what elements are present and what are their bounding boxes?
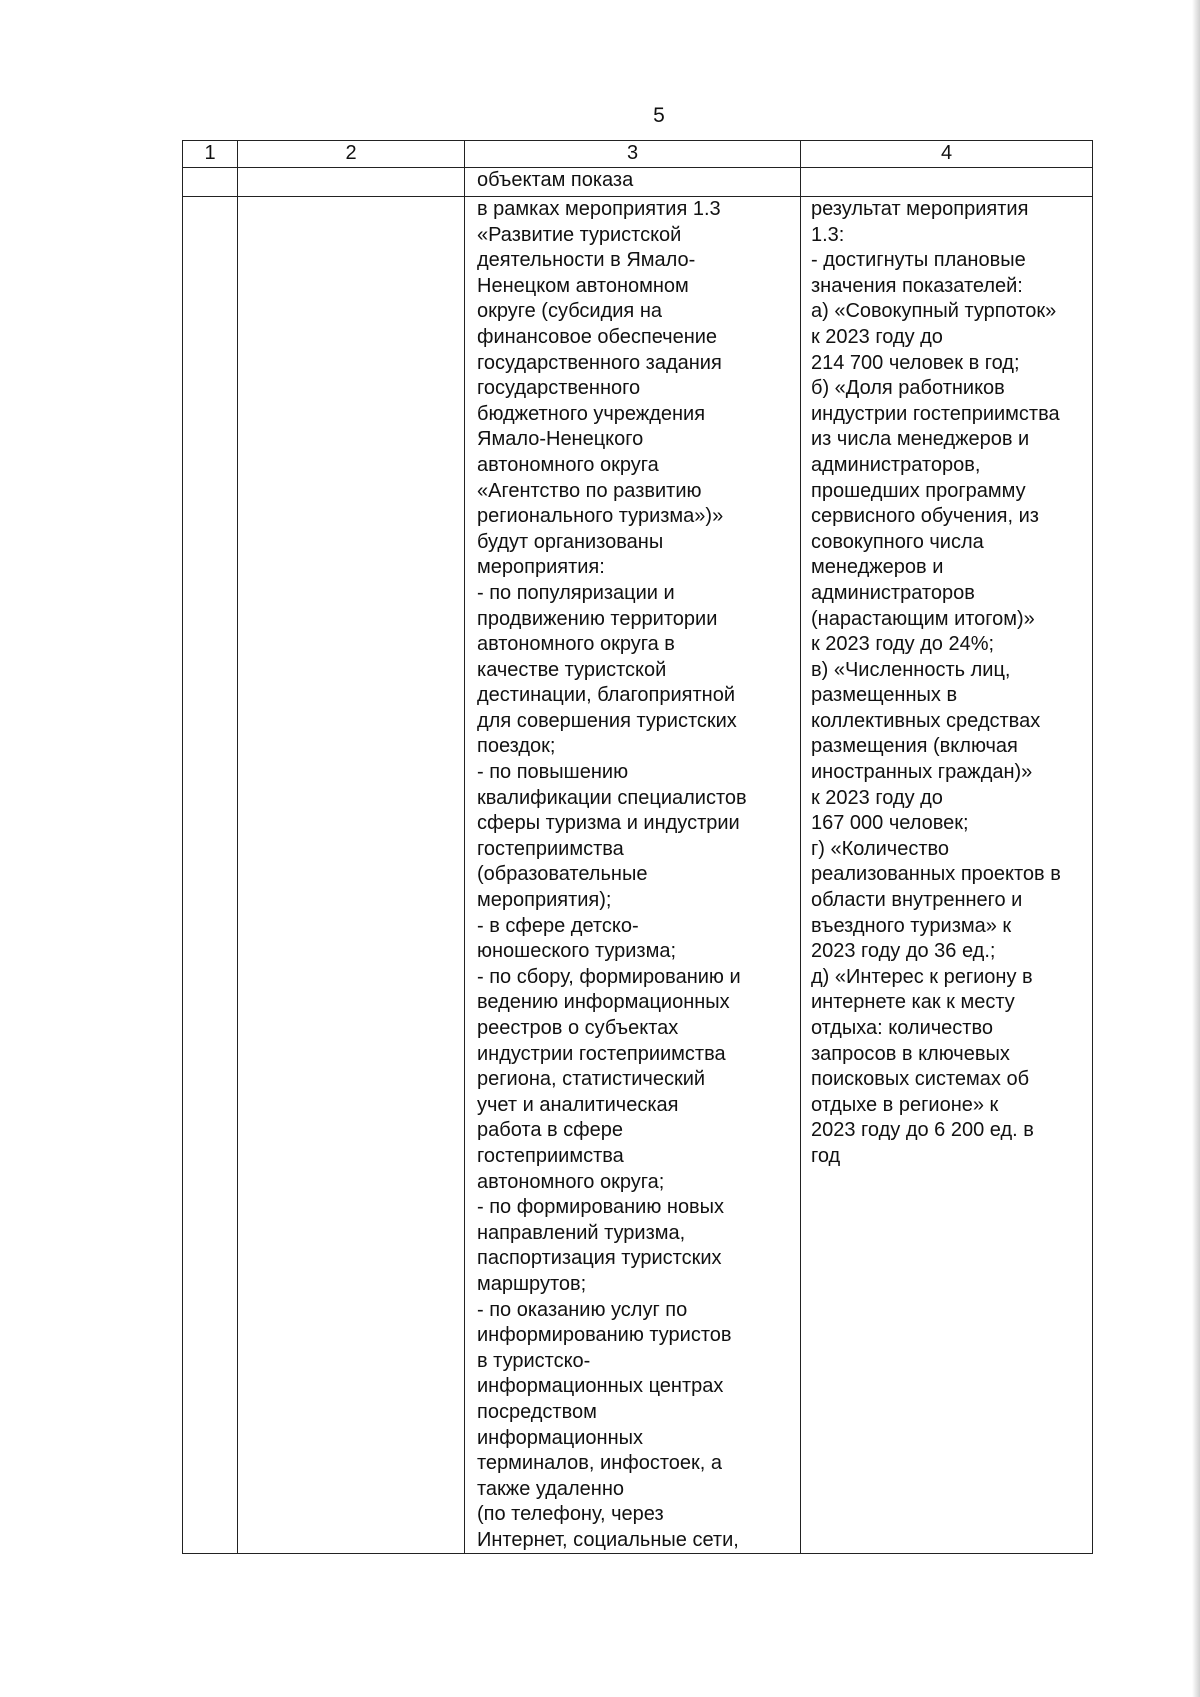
activity-text-line: округе (субсидия на bbox=[477, 300, 662, 323]
activity-text-line: также удаленно bbox=[477, 1477, 625, 1500]
cell-col-3: объектам показа bbox=[465, 168, 801, 197]
activity-text-line: автономного округа в bbox=[477, 633, 675, 656]
activity-text-line: квалификации специалистов bbox=[477, 786, 747, 809]
result-text-line: д) «Интерес к региону в bbox=[811, 965, 1033, 988]
cell-col-1 bbox=[183, 197, 238, 1554]
header-col-4: 4 bbox=[801, 141, 1093, 168]
activity-text-line: Интернет, социальные сети, bbox=[477, 1528, 739, 1551]
result-text-line: 167 000 человек; bbox=[811, 812, 969, 835]
activity-text-line: информированию туристов bbox=[477, 1324, 732, 1347]
result-text-line: 1.3: bbox=[811, 223, 845, 246]
activity-text-line: юношеского туризма; bbox=[477, 940, 677, 963]
activity-text-line: в туристско- bbox=[477, 1349, 591, 1372]
activity-text-line: информационных bbox=[477, 1426, 644, 1449]
activity-text-line: реестров о субъектах bbox=[477, 1017, 679, 1039]
activity-text-line: государственного bbox=[477, 377, 641, 400]
result-text-line: отдыха: количество bbox=[811, 1017, 993, 1039]
result-text-line: запросов в ключевых bbox=[811, 1042, 1010, 1065]
activity-text-line: терминалов, инфостоек, а bbox=[477, 1452, 722, 1475]
result-text-line: к 2023 году до bbox=[811, 786, 943, 809]
result-text-line: поисковых системах об bbox=[811, 1068, 1030, 1091]
cell-col-2 bbox=[238, 168, 465, 197]
activity-text-line: сферы туризма и индустрии bbox=[477, 812, 740, 835]
activity-text-line: - по повышению bbox=[477, 761, 629, 784]
result-text-line: въездного туризма» к bbox=[811, 914, 1012, 937]
cell-col-4 bbox=[801, 168, 1093, 197]
activity-text-line: автономного округа bbox=[477, 453, 659, 476]
activity-text-line: - по популяризации и bbox=[477, 581, 675, 604]
result-text-line: размещенных в bbox=[811, 684, 958, 707]
activity-text-line: ведению информационных bbox=[477, 991, 730, 1014]
result-text-line: администраторов bbox=[811, 581, 975, 604]
result-text-line: (нарастающим итогом)» bbox=[811, 607, 1035, 630]
cell-col-3-activities bbox=[465, 197, 801, 1554]
result-text-line: 214 700 человек в год; bbox=[811, 351, 1020, 374]
activity-text-line: для совершения туристских bbox=[477, 709, 737, 732]
result-text-line: коллективных средствах bbox=[811, 709, 1041, 732]
activity-text-line: паспортизация туристских bbox=[477, 1247, 722, 1270]
result-text-line: г) «Количество bbox=[811, 837, 950, 860]
header-col-2: 2 bbox=[238, 141, 465, 168]
activity-text-line: Ненецком автономном bbox=[477, 274, 689, 297]
cell-col-2 bbox=[238, 197, 465, 1554]
activity-text-line: финансовое обеспечение bbox=[477, 325, 718, 348]
result-text-line: администраторов, bbox=[811, 453, 981, 476]
activity-text-line: (по телефону, через bbox=[477, 1503, 664, 1526]
activity-text-line: мероприятия); bbox=[477, 889, 612, 912]
activity-text-line: деятельности в Ямало- bbox=[477, 249, 696, 272]
result-text-line: менеджеров и bbox=[811, 556, 944, 579]
result-text-line: индустрии гостеприимства bbox=[811, 402, 1060, 425]
activity-text-line: - по формированию новых bbox=[477, 1196, 725, 1219]
cell-col-4-results bbox=[801, 197, 1093, 1554]
result-text-line: реализованных проектов в bbox=[811, 863, 1061, 886]
activity-text-line: учет и аналитическая bbox=[477, 1093, 679, 1116]
result-text-line: интернете как к месту bbox=[811, 991, 1015, 1014]
document-table bbox=[182, 140, 1093, 1554]
activity-text-line: - в сфере детско- bbox=[477, 914, 639, 937]
activity-text-line: - по оказанию услуг по bbox=[477, 1298, 688, 1321]
activity-text-line: направлений туризма, bbox=[477, 1221, 686, 1244]
header-col-1: 1 bbox=[183, 141, 238, 168]
activity-text-line: работа в сфере bbox=[477, 1119, 624, 1142]
activity-text-line: региона, статистический bbox=[477, 1068, 706, 1091]
activity-text-line: (образовательные bbox=[477, 863, 648, 886]
activity-text-line: будут организованы bbox=[477, 530, 664, 553]
table-row-main bbox=[183, 197, 1093, 1554]
activity-text-line: информационных центрах bbox=[477, 1375, 724, 1398]
result-text-line: области внутреннего и bbox=[811, 889, 1023, 912]
activity-text-line: в рамках мероприятия 1.3 bbox=[477, 198, 721, 220]
result-text-line: год bbox=[811, 1144, 841, 1167]
result-text-line: к 2023 году до bbox=[811, 325, 943, 348]
activity-text-line: бюджетного учреждения bbox=[477, 402, 706, 425]
result-text-line: б) «Доля работников bbox=[811, 377, 1005, 400]
result-text-line: 2023 году до 6 200 ед. в bbox=[811, 1119, 1034, 1142]
activity-text-line: маршрутов; bbox=[477, 1272, 587, 1295]
activity-text-line: индустрии гостеприимства bbox=[477, 1042, 726, 1065]
page-number: 5 bbox=[653, 104, 665, 127]
activity-text-line: Ямало-Ненецкого bbox=[477, 428, 644, 451]
activity-text-line: качестве туристской bbox=[477, 658, 667, 681]
result-text-line: результат мероприятия bbox=[811, 198, 1029, 220]
activity-text-line: «Агентство по развитию bbox=[477, 479, 702, 502]
result-text-line: к 2023 году до 24%; bbox=[811, 633, 995, 656]
activity-text-line: гостеприимства bbox=[477, 837, 624, 860]
result-text-line: иностранных граждан)» bbox=[811, 761, 1033, 784]
activity-text-line: - по сбору, формированию и bbox=[477, 965, 741, 988]
activity-text-line: поездок; bbox=[477, 735, 556, 758]
table-header-row bbox=[183, 141, 1093, 168]
result-text-line: отдыхе в регионе» к bbox=[811, 1093, 999, 1116]
result-text-line: прошедших программу bbox=[811, 479, 1026, 502]
table-row-continuation bbox=[183, 168, 1093, 197]
result-text-line: размещения (включая bbox=[811, 735, 1018, 758]
activity-text-line: продвижению территории bbox=[477, 607, 718, 630]
result-text-line: совокупного числа bbox=[811, 530, 984, 553]
activity-text-line: государственного задания bbox=[477, 351, 722, 374]
result-text-line: сервисного обучения, из bbox=[811, 505, 1039, 528]
result-text-line: - достигнуты плановые bbox=[811, 249, 1026, 272]
result-text-line: а) «Совокупный турпоток» bbox=[811, 300, 1057, 323]
result-text-line: из числа менеджеров и bbox=[811, 428, 1030, 451]
activity-text-line: мероприятия: bbox=[477, 556, 605, 579]
page-edge-shadow bbox=[1192, 0, 1200, 1697]
result-text-line: значения показателей: bbox=[811, 274, 1023, 297]
activity-text-line: гостеприимства bbox=[477, 1144, 624, 1167]
activity-text-line: посредством bbox=[477, 1400, 597, 1423]
header-col-3: 3 bbox=[465, 141, 801, 168]
activity-text-line: регионального туризма»)» bbox=[477, 505, 724, 528]
result-text-line: в) «Численность лиц, bbox=[811, 658, 1011, 681]
activity-text-line: дестинации, благоприятной bbox=[477, 684, 735, 707]
activity-text-line: автономного округа; bbox=[477, 1170, 665, 1193]
activity-text-line: «Развитие туристской bbox=[477, 223, 682, 246]
result-text-line: 2023 году до 36 ед.; bbox=[811, 940, 996, 963]
cell-col-1 bbox=[183, 168, 238, 197]
